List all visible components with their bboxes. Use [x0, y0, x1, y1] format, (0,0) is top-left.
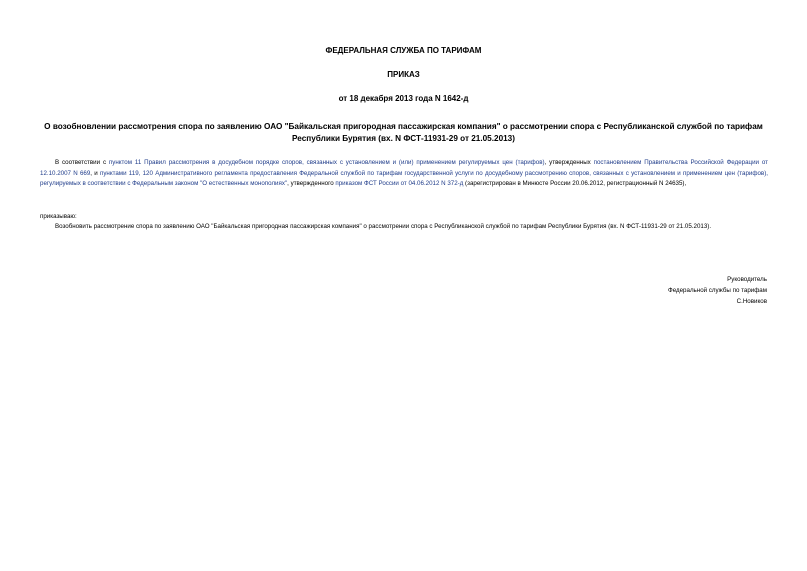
signature-name: С.Новиков	[736, 298, 767, 305]
link-rules-item-11[interactable]: пунктом 11 Правил рассмотрения в досудебном порядке споров, связанных с установлением и (или) применением регулируемых цен (тарифов)	[108, 159, 545, 166]
preamble-paragraph	[40, 158, 768, 190]
signature-organization: Федеральной службы по тарифам	[668, 287, 767, 294]
order-body-paragraph: Возобновить рассмотрение спора по заявлению ОАО "Байкальская пригородная пассажирская компания" о рассмотрении спора с Республиканской службой по тарифам Республики Бурятия (вх. N ФСТ-11931-29 от 21.05.2013).	[55, 223, 712, 230]
document-type-heading: ПРИКАЗ	[387, 70, 420, 79]
preamble-text-5: (зарегистрирован в Минюсте России 20.06.2012, регистрационный N 24635),	[463, 180, 687, 187]
preamble-text-2: , утвержденных	[544, 159, 594, 166]
document-title: О возобновлении рассмотрения спора по заявлению ОАО "Байкальская пригородная пассажирская компания" о рассмотрении спора с Республиканской службой по тарифам Республики Бурятия (вх. N ФСТ-11931-29 от 21.05.2013)	[44, 122, 763, 143]
preamble-text-4: , утвержденного	[287, 180, 336, 187]
link-regulation-items[interactable]: пунктами 119, 120 Административного регламента предоставления Федеральной службой по тарифам государственной услуги по досудебному рассмотрению споров, связанных с установлением и применением цен (тарифов), регулируемых в соответствии с Федеральным законом "О естественных монополиях"	[40, 169, 768, 187]
link-government-decree[interactable]: постановлением Правительства Российской Федерации от 12.10.2007 N 669	[40, 159, 768, 177]
agency-heading: ФЕДЕРАЛЬНАЯ СЛУЖБА ПО ТАРИФАМ	[325, 46, 482, 55]
order-word: приказываю:	[40, 213, 77, 220]
preamble-text-1: В соответствии с	[55, 159, 109, 166]
preamble-text-3: , и	[90, 169, 100, 177]
link-fst-order[interactable]: приказом ФСТ России от 04.06.2012 N 372-д	[335, 180, 464, 187]
signature-position: Руководитель	[727, 276, 767, 283]
document-date-line: от 18 декабря 2013 года N 1642-д	[338, 94, 469, 103]
